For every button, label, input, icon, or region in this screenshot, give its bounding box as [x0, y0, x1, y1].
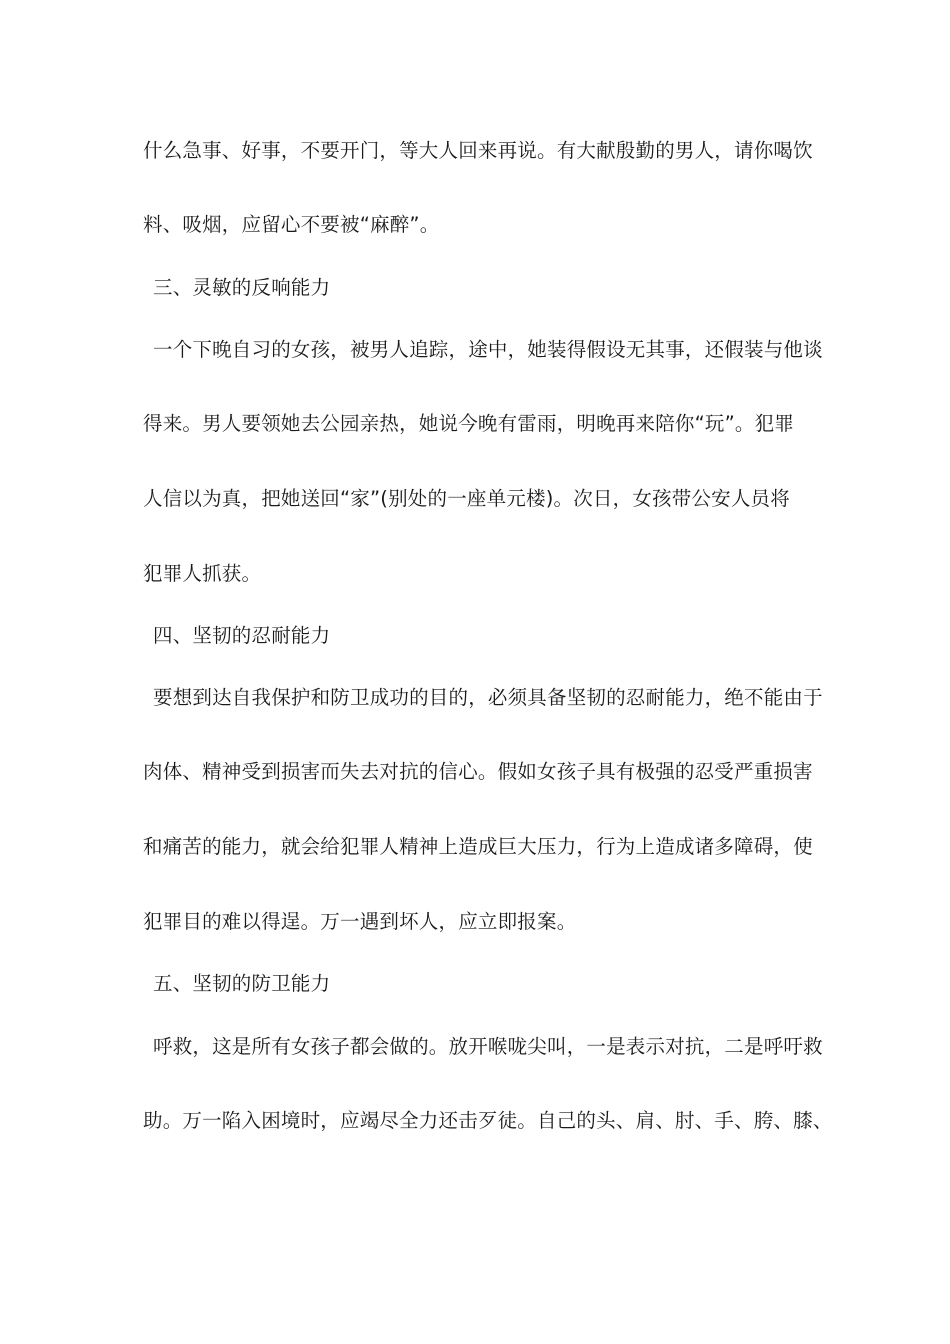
- paragraph-line: 得来。男人要领她去公园亲热，她说今晚有雷雨，明晚再来陪你“玩”。犯罪: [143, 412, 795, 435]
- paragraph-line: 要想到达自我保护和防卫成功的目的，必须具备坚韧的忍耐能力，绝不能由于: [153, 686, 823, 709]
- paragraph-line: 料、吸烟，应留心不要被“麻醉”。: [143, 213, 440, 236]
- section-heading: 五、坚韧的防卫能力: [153, 972, 331, 995]
- paragraph-line: 人信以为真，把她送回“家”(别处的一座单元楼)。次日，女孩带公安人员将: [143, 487, 790, 510]
- section-heading: 四、坚韧的忍耐能力: [153, 624, 331, 647]
- paragraph-line: 和痛苦的能力，就会给犯罪人精神上造成巨大压力，行为上造成诸多障碍，使: [143, 835, 813, 858]
- paragraph-line: 助。万一陷入困境时，应竭尽全力还击歹徒。自己的头、肩、肘、手、胯、膝、: [143, 1109, 833, 1132]
- paragraph-line: 呼救，这是所有女孩子都会做的。放开喉咙尖叫，一是表示对抗，二是呼吁救: [153, 1035, 823, 1058]
- paragraph-line: 犯罪目的难以得逞。万一遇到坏人，应立即报案。: [143, 910, 577, 933]
- section-heading: 三、灵敏的反响能力: [153, 276, 331, 299]
- paragraph-line: 肉体、精神受到损害而失去对抗的信心。假如女孩子具有极强的忍受严重损害: [143, 760, 813, 783]
- paragraph-line: 犯罪人抓获。: [143, 562, 262, 585]
- paragraph-line: 什么急事、好事，不要开门，等大人回来再说。有大献殷勤的男人，请你喝饮: [143, 139, 813, 162]
- paragraph-line: 一个下晚自习的女孩，被男人追踪，途中，她装得假设无其事，还假装与他谈: [153, 338, 823, 361]
